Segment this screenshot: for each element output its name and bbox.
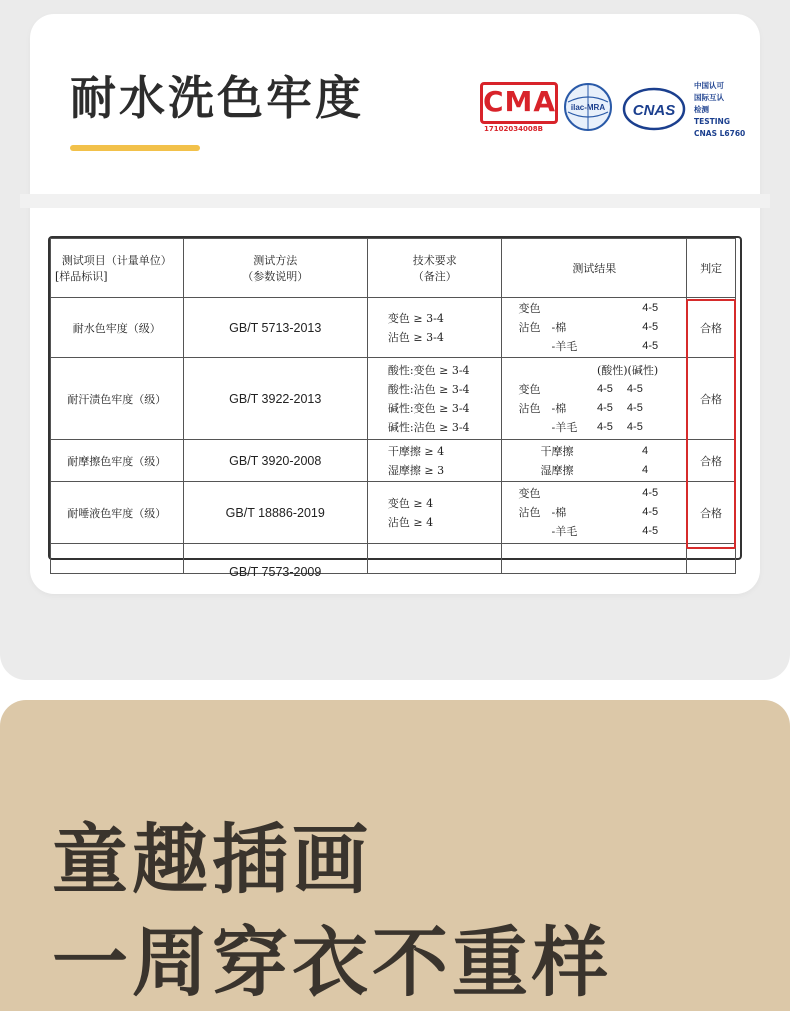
- row-method: GB/T 18886-2019: [183, 482, 367, 544]
- row-verdict: 合格: [687, 482, 736, 544]
- result-label: 干摩擦: [540, 444, 574, 458]
- test-results-table: [50, 238, 736, 579]
- header-requirement: [367, 239, 502, 298]
- requirement-line: 酸性:沾色 ≥ 3-4: [387, 382, 470, 396]
- result-label: -羊毛: [518, 420, 578, 434]
- row-results: [502, 358, 687, 440]
- header-item-line: 测试项目（计量单位）: [61, 254, 172, 267]
- row-requirements: [367, 544, 502, 574]
- result-value: 4-5 4-5: [596, 420, 643, 433]
- result-label: [518, 361, 586, 380]
- banner-headline: 童趣插画: [52, 815, 372, 904]
- cnas-label: CNAS: [632, 102, 676, 119]
- result-label: 沾色 -棉: [518, 401, 567, 415]
- cnas-line: 中国认可: [694, 81, 724, 90]
- result-label: 沾色 -棉: [518, 321, 567, 334]
- row-item: 耐唾液色牢度（级）: [51, 482, 184, 544]
- result-label: 变色: [518, 382, 541, 396]
- requirement-line: 湿摩擦 ≥ 3: [387, 463, 445, 477]
- header-requirement-line: （备注）: [412, 270, 457, 283]
- table-row: [51, 358, 736, 440]
- result-value: 4-5: [642, 302, 659, 314]
- banner-subheadline: 一周穿衣不重样: [52, 918, 612, 1007]
- header-item: [51, 239, 184, 298]
- certification-logos: [480, 78, 750, 148]
- row-results: [502, 482, 687, 544]
- table-header-row: [51, 239, 736, 298]
- result-label: -羊毛: [518, 340, 578, 353]
- result-value: 4-5: [642, 321, 659, 333]
- header-item-line: [样品标识]: [55, 270, 108, 283]
- row-verdict: [687, 544, 736, 574]
- requirement-line: 酸性:变色 ≥ 3-4: [387, 363, 470, 377]
- cnas-logo: [622, 86, 686, 132]
- requirement-line: 碱性:变色 ≥ 3-4: [387, 401, 470, 415]
- requirement-line: 变色 ≥ 3-4: [387, 311, 444, 325]
- separator-band: [20, 194, 770, 208]
- result-value: 4: [642, 463, 649, 476]
- result-value: 4-5: [642, 525, 659, 537]
- row-requirements: [367, 298, 502, 358]
- cma-logo: CMA: [480, 82, 558, 124]
- title-underline: [70, 145, 200, 151]
- header-requirement-line: 技术要求: [412, 254, 457, 267]
- row-verdict: 合格: [687, 440, 736, 482]
- result-label: -羊毛: [518, 525, 578, 538]
- row-item: 耐汗渍色牢度（级）: [51, 358, 184, 440]
- result-value: 4: [642, 444, 649, 457]
- cma-number: 17102034008B: [484, 125, 543, 133]
- ilac-mra-label: ilac-MRA: [570, 103, 606, 112]
- requirement-line: 变色 ≥ 4: [387, 496, 434, 510]
- row-method: GB/T 5713-2013: [183, 298, 367, 358]
- test-report-document: [48, 236, 742, 579]
- table-row: [51, 482, 736, 544]
- row-method: [183, 544, 367, 579]
- row-results: [502, 440, 687, 482]
- result-value: 4-5 4-5: [596, 401, 643, 414]
- header-method: [183, 239, 367, 298]
- result-label: 沾色 -棉: [518, 506, 567, 519]
- header-result: 测试结果: [502, 239, 687, 298]
- row-verdict: 合格: [687, 358, 736, 440]
- section-title: 耐水洗色牢度: [70, 71, 364, 125]
- row-results: [502, 298, 687, 358]
- requirement-line: 碱性:沾色 ≥ 3-4: [387, 420, 470, 434]
- ilac-mra-logo: [563, 82, 613, 132]
- row-method: GB/T 3920-2008: [183, 440, 367, 482]
- table-row: [51, 298, 736, 358]
- result-value: 4-5 4-5: [596, 382, 643, 395]
- cnas-line: 国际互认: [694, 93, 724, 102]
- table-row: [51, 440, 736, 482]
- row-verdict: 合格: [687, 298, 736, 358]
- result-label: 变色: [518, 487, 541, 500]
- cnas-caption: [694, 80, 745, 140]
- result-value: 4-5: [642, 487, 659, 499]
- cnas-line: TESTING: [694, 117, 730, 126]
- result-label: 湿摩擦: [540, 463, 574, 477]
- row-requirements: [367, 358, 502, 440]
- row-results: [502, 544, 687, 574]
- header-method-line: 测试方法: [253, 254, 298, 267]
- partial-method-text: GB/T 7573-2009: [229, 565, 322, 579]
- result-value: 4-5: [642, 340, 659, 352]
- cnas-line: 检测: [694, 105, 709, 114]
- row-requirements: [367, 482, 502, 544]
- requirement-line: 沾色 ≥ 3-4: [387, 330, 444, 344]
- cnas-line: CNAS L6760: [694, 129, 746, 138]
- result-label: 变色: [518, 302, 541, 315]
- result-value: 4-5: [642, 506, 659, 518]
- requirement-line: 干摩擦 ≥ 4: [387, 444, 445, 458]
- row-item: 耐摩擦色牢度（级）: [51, 440, 184, 482]
- row-item: 耐水色牢度（级）: [51, 298, 184, 358]
- row-method: GB/T 3922-2013: [183, 358, 367, 440]
- header-method-line: （参数说明）: [242, 270, 309, 283]
- header-verdict: 判定: [687, 239, 736, 298]
- row-item: [51, 544, 184, 574]
- result-value: (酸性)(碱性): [596, 363, 659, 377]
- row-requirements: [367, 440, 502, 482]
- requirement-line: 沾色 ≥ 4: [387, 515, 434, 529]
- table-row-partial: [51, 544, 736, 574]
